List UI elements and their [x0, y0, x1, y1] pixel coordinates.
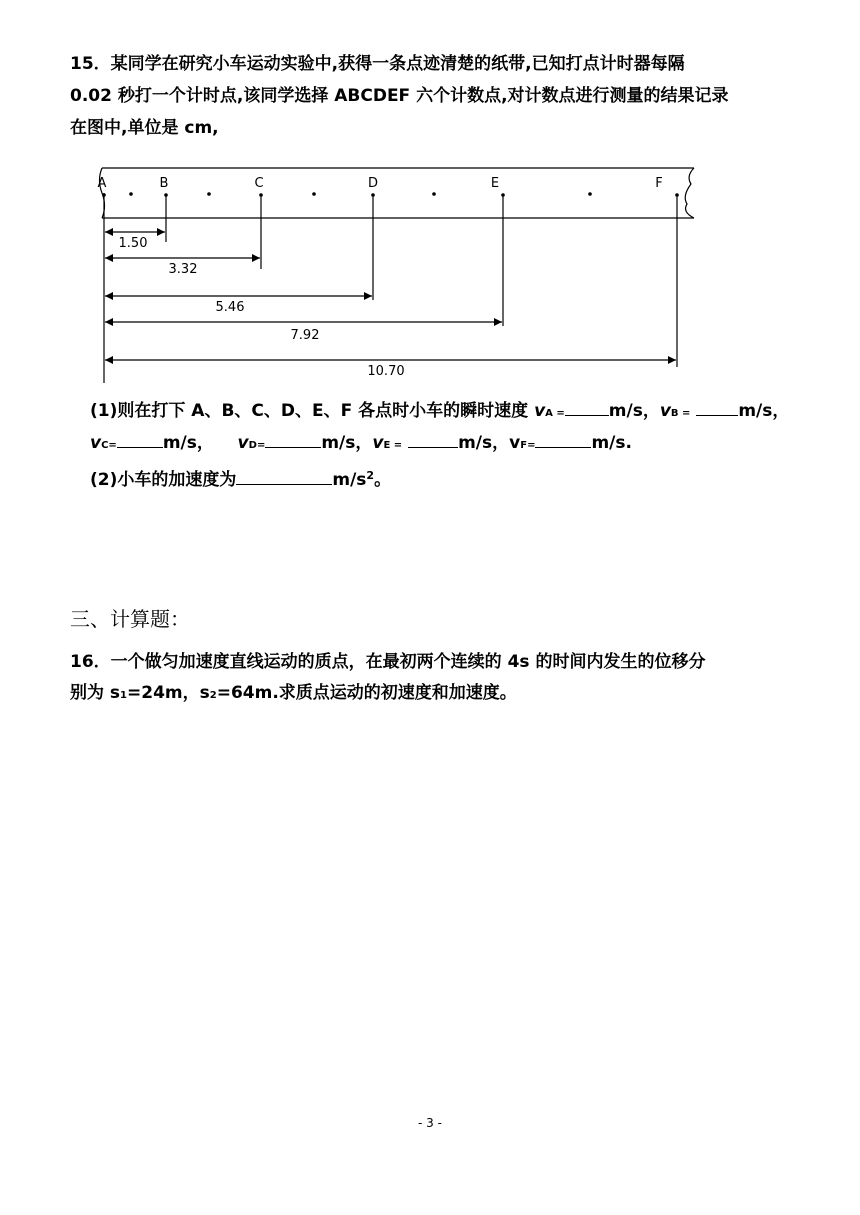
intermediate-dot-5 — [588, 192, 592, 196]
sep: ， — [196, 433, 214, 453]
intermediate-dot-3 — [312, 192, 316, 196]
measurement-label-1: 1.50 — [118, 236, 148, 251]
vF-subscript: F= — [520, 440, 536, 451]
page-number: - 3 - — [418, 1116, 442, 1130]
point-label-c: C — [254, 176, 264, 191]
measure-arrow-left-5 — [105, 356, 113, 364]
measure-arrow-right-1 — [157, 228, 165, 236]
sep: ， — [492, 433, 510, 453]
vB-blank[interactable] — [696, 399, 738, 416]
s1-subscript: 1 — [120, 690, 128, 701]
measure-arrow-right-2 — [252, 254, 260, 262]
measurement-label-4: 7.92 — [290, 328, 320, 343]
q15-number: 15． — [70, 54, 111, 74]
q16-text-b: =24m，s — [127, 683, 210, 703]
part1-prefix: (1)则在打下 A、B、C、D、E、F 各点时小车的瞬时速度 — [90, 401, 535, 421]
tape-dots — [102, 192, 679, 197]
vE-symbol: v — [372, 433, 384, 453]
vE-unit: m/s — [458, 433, 493, 453]
vA-unit: m/s — [608, 401, 643, 421]
vA-subscript: A = — [545, 408, 565, 419]
vA-symbol: v — [534, 401, 546, 421]
q16-line2 — [70, 677, 517, 712]
measurement-label-5: 10.70 — [367, 364, 405, 379]
tape-right-torn-edge — [685, 168, 694, 218]
part2-end: 。 — [374, 470, 392, 490]
s2-subscript: 2 — [209, 690, 217, 701]
vC-subscript: C= — [101, 440, 117, 451]
paper-tape-figure — [0, 0, 860, 400]
q15-line2: 0.02 秒打一个计时点,该同学选择 ABCDEF 六个计数点,对计数点进行测量的结果记录 — [70, 86, 729, 106]
sep: ， — [772, 401, 790, 421]
section-title: 三、计算题： — [70, 607, 190, 631]
q15-part1-line1 — [90, 395, 789, 430]
point-label-f: F — [655, 176, 663, 191]
q16-line1: 16．一个做匀加速度直线运动的质点，在最初两个连续的 4s 的时间内发生的位移分 — [70, 652, 706, 672]
sep: ， — [355, 433, 373, 453]
q15-part1-line2 — [90, 427, 632, 462]
intermediate-dot-4 — [432, 192, 436, 196]
vA-blank[interactable] — [565, 399, 609, 416]
sep: ， — [642, 401, 660, 421]
q15-part2 — [90, 460, 391, 496]
vB-subscript: B = — [670, 408, 691, 419]
measurement-label-3: 5.46 — [215, 300, 245, 315]
point-label-e: E — [490, 176, 500, 191]
vE-subscript: E = — [383, 440, 403, 451]
vD-symbol: v — [237, 433, 249, 453]
measure-arrow-left-4 — [105, 318, 113, 326]
vE-blank[interactable] — [408, 431, 458, 448]
q15-line3: 在图中,单位是 cm, — [70, 118, 219, 138]
vF-blank[interactable] — [535, 431, 591, 448]
measurement-label-2: 3.32 — [168, 262, 198, 277]
point-label-b: B — [159, 176, 169, 191]
measure-arrow-left-3 — [105, 292, 113, 300]
vB-symbol: v — [659, 401, 671, 421]
measurement-lines — [104, 193, 677, 383]
q16-text-c: =64m.求质点运动的初速度和加速度。 — [216, 683, 517, 703]
q15-line1-text: 某同学在研究小车运动实验中,获得一条点迹清楚的纸带,已知打点计时器每隔 — [110, 54, 685, 74]
measure-arrow-right-5 — [668, 356, 676, 364]
acceleration-blank[interactable] — [236, 468, 332, 485]
vD-unit: m/s — [321, 433, 356, 453]
measure-arrow-left-2 — [105, 254, 113, 262]
part2-prefix: (2)小车的加速度为 — [90, 470, 237, 490]
vC-blank[interactable] — [117, 431, 163, 448]
intermediate-dot-2 — [207, 192, 211, 196]
vF-unit: m/s. — [591, 433, 632, 453]
vF-symbol: v — [509, 433, 521, 453]
vC-symbol: v — [90, 433, 102, 453]
intermediate-dot-1 — [129, 192, 133, 196]
point-label-d: D — [367, 176, 379, 191]
q16-text-a: 别为 s — [70, 683, 121, 703]
vD-subscript: D= — [248, 440, 266, 451]
vB-unit: m/s — [738, 401, 773, 421]
measure-arrow-right-4 — [494, 318, 502, 326]
point-labels — [98, 176, 663, 191]
acceleration-unit-sup: 2 — [366, 469, 375, 482]
acceleration-unit: m/s — [332, 470, 367, 490]
point-label-a: A — [97, 176, 107, 191]
vC-unit: m/s — [162, 433, 197, 453]
measure-arrow-right-3 — [364, 292, 372, 300]
vD-blank[interactable] — [265, 431, 321, 448]
measure-arrow-left-1 — [105, 228, 113, 236]
